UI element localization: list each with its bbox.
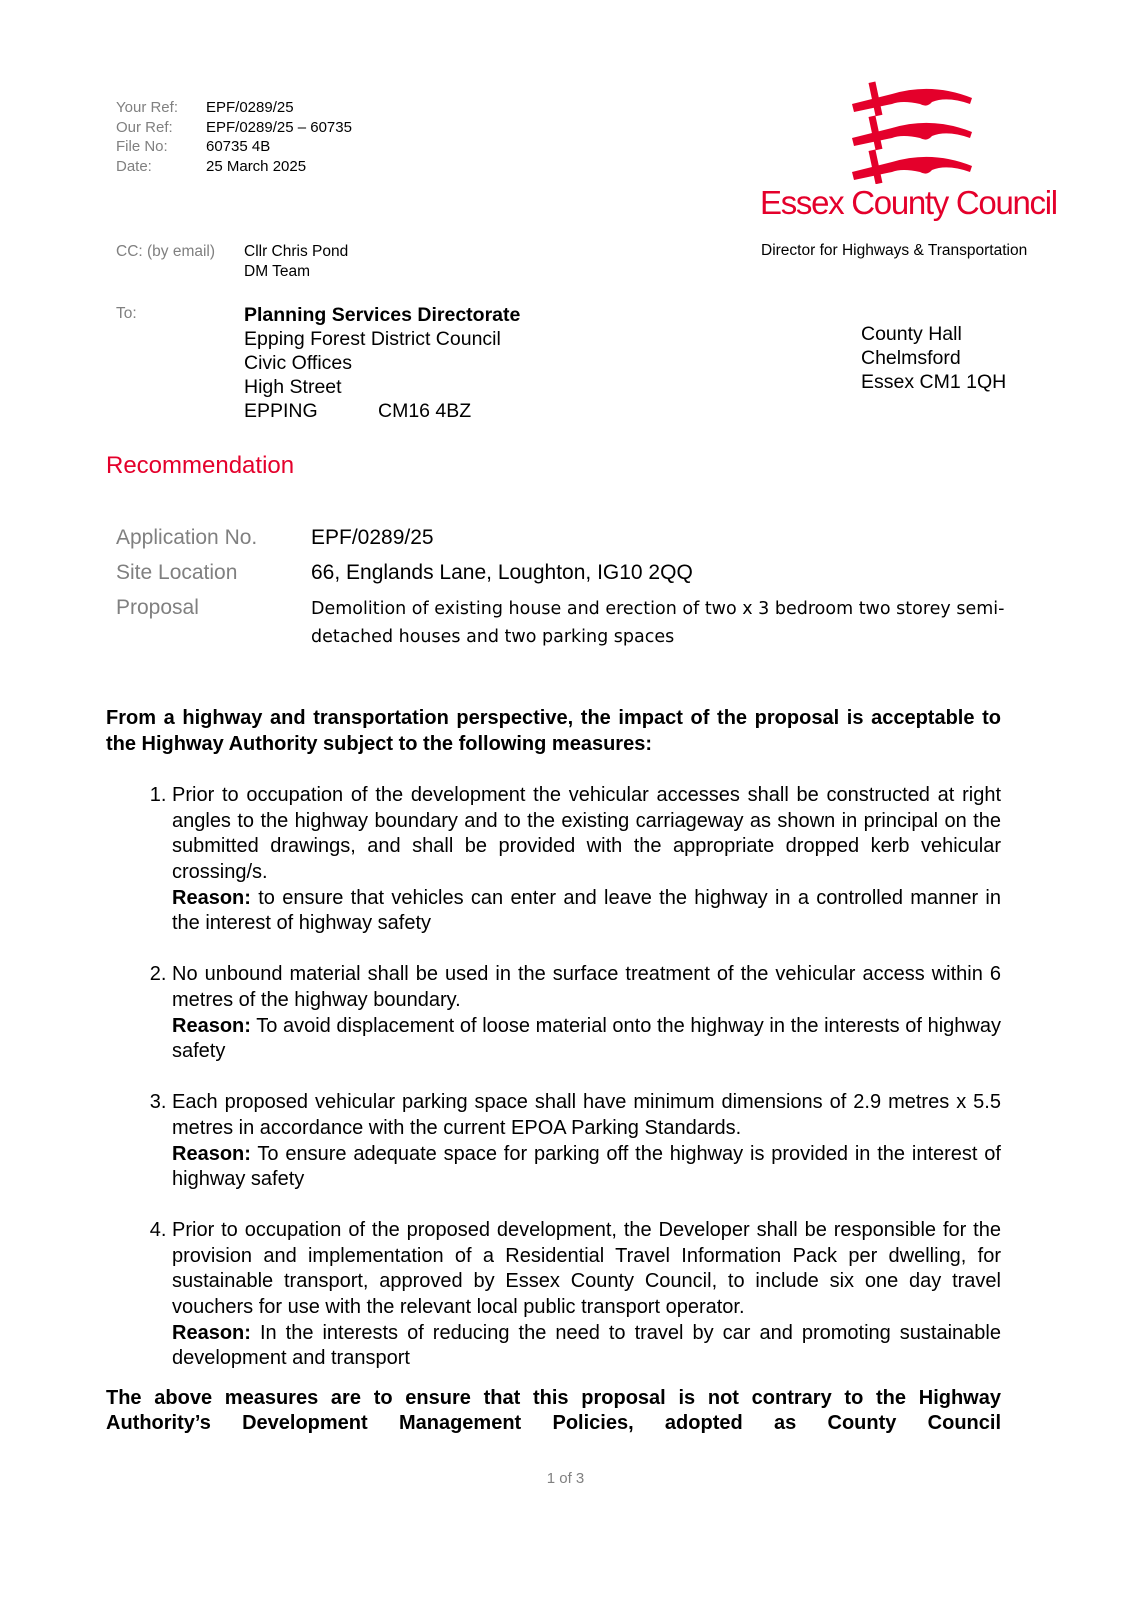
ref-row: Your Ref: EPF/0289/25 xyxy=(116,99,294,116)
recommendation-heading: Recommendation xyxy=(106,452,295,479)
reason-text: To avoid displacement of loose material onto the highway in the interests of highway safety xyxy=(172,1014,1001,1063)
proposal: Demolition of existing house and erection of two x 3 bedroom two storey semi-detached houses and two parking spaces xyxy=(311,599,1005,647)
closing-statement: The above measures are to ensure that this proposal is not contrary to the Highway Authority’s Development Management Policies, adopted as County Council xyxy=(106,1386,1001,1435)
recipient-line: Planning Services Directorate xyxy=(244,304,521,326)
application-details xyxy=(116,526,1071,662)
cc-recipient: Cllr Chris Pond xyxy=(244,243,349,260)
reason-label: Reason: xyxy=(172,1014,251,1037)
label: Proposal xyxy=(116,596,199,619)
site-location: 66, Englands Lane, Loughton, IG10 2QQ xyxy=(311,561,693,584)
condition-text: Prior to occupation of the development the vehicular accesses shall be constructed at right angles to the highway boundary and to the existing carriageway as shown in principal on the submitted drawings, and shall be provided with the appropriate dropped kerb vehicular crossing/s. xyxy=(172,784,1001,883)
recipient-town: EPPING xyxy=(244,400,318,422)
label: Site Location xyxy=(116,561,238,584)
page-number: 1 of 3 xyxy=(546,1470,585,1487)
recipient-postcode: CM16 4BZ xyxy=(378,400,472,422)
council-logo-wordmark: Essex County Council xyxy=(760,184,1057,221)
ref-row: Our Ref: EPF/0289/25 – 60735 xyxy=(116,118,352,136)
conditions-list xyxy=(106,783,1001,1372)
condition-text: No unbound material shall be used in the surface treatment of the vehicular access within 6 metres of the highway boundary. xyxy=(172,963,1001,1011)
cc-recipient: DM Team xyxy=(244,262,311,280)
reason-text: to ensure that vehicles can enter and leave the highway in a controlled manner in the interest of highway safety xyxy=(172,886,1001,935)
recipient-line: Epping Forest District Council xyxy=(244,328,501,350)
council-address xyxy=(861,322,1006,394)
address-line: County Hall xyxy=(861,323,962,345)
address-line: Chelmsford xyxy=(861,347,961,369)
condition-text: Prior to occupation of the proposed development, the Developer shall be responsible for the provision and implementation of a Residential Travel Information Pack per dwelling, for sustainable transport, approved by Essex County Council, to include six one day travel vouchers for use with the relevant local public transport operator. xyxy=(172,1219,1001,1319)
condition-item xyxy=(172,1090,1001,1192)
reason-label: Reason: xyxy=(172,886,251,909)
application-number: EPF/0289/25 xyxy=(311,526,434,549)
cc-block: CC: (by email) Cllr Chris Pond DM Team xyxy=(116,243,349,280)
reason-label: Reason: xyxy=(172,1321,251,1344)
recipient-line: High Street xyxy=(244,376,342,398)
label: Application No. xyxy=(116,526,258,549)
reason-label: Reason: xyxy=(172,1142,251,1165)
address-line: Essex CM1 1QH xyxy=(861,371,1007,393)
ref-row: File No: 60735 4B xyxy=(116,138,271,155)
reason-text: In the interests of reducing the need to travel by car and promoting sustainable development and transport xyxy=(172,1321,1001,1370)
condition-item xyxy=(172,783,1001,937)
ref-row: Date: 25 March 2025 xyxy=(116,157,307,175)
director-title: Director for Highways & Transportation xyxy=(761,242,1028,259)
essex-swords-logo-icon xyxy=(760,74,1070,184)
recipient-line: Civic Offices xyxy=(244,352,352,374)
recipient-block: To: Planning Services Directorate Epping Forest District Council Civic Offices High Street EPPING CM16 4BZ xyxy=(116,304,521,422)
condition-item xyxy=(172,962,1001,1064)
reference-block xyxy=(116,98,352,176)
condition-text: Each proposed vehicular parking space shall have minimum dimensions of 2.9 metres x 5.5 metres in accordance with the current EPOA Parking Standards. xyxy=(172,1091,1001,1139)
recommendation-body xyxy=(106,706,1001,1437)
reason-text: To ensure adequate space for parking off the highway is provided in the interest of highway safety xyxy=(172,1142,1001,1191)
condition-item xyxy=(172,1218,1001,1372)
intro-statement: From a highway and transportation perspective, the impact of the proposal is acceptable to the Highway Authority subject to the following measures: xyxy=(106,707,1001,755)
